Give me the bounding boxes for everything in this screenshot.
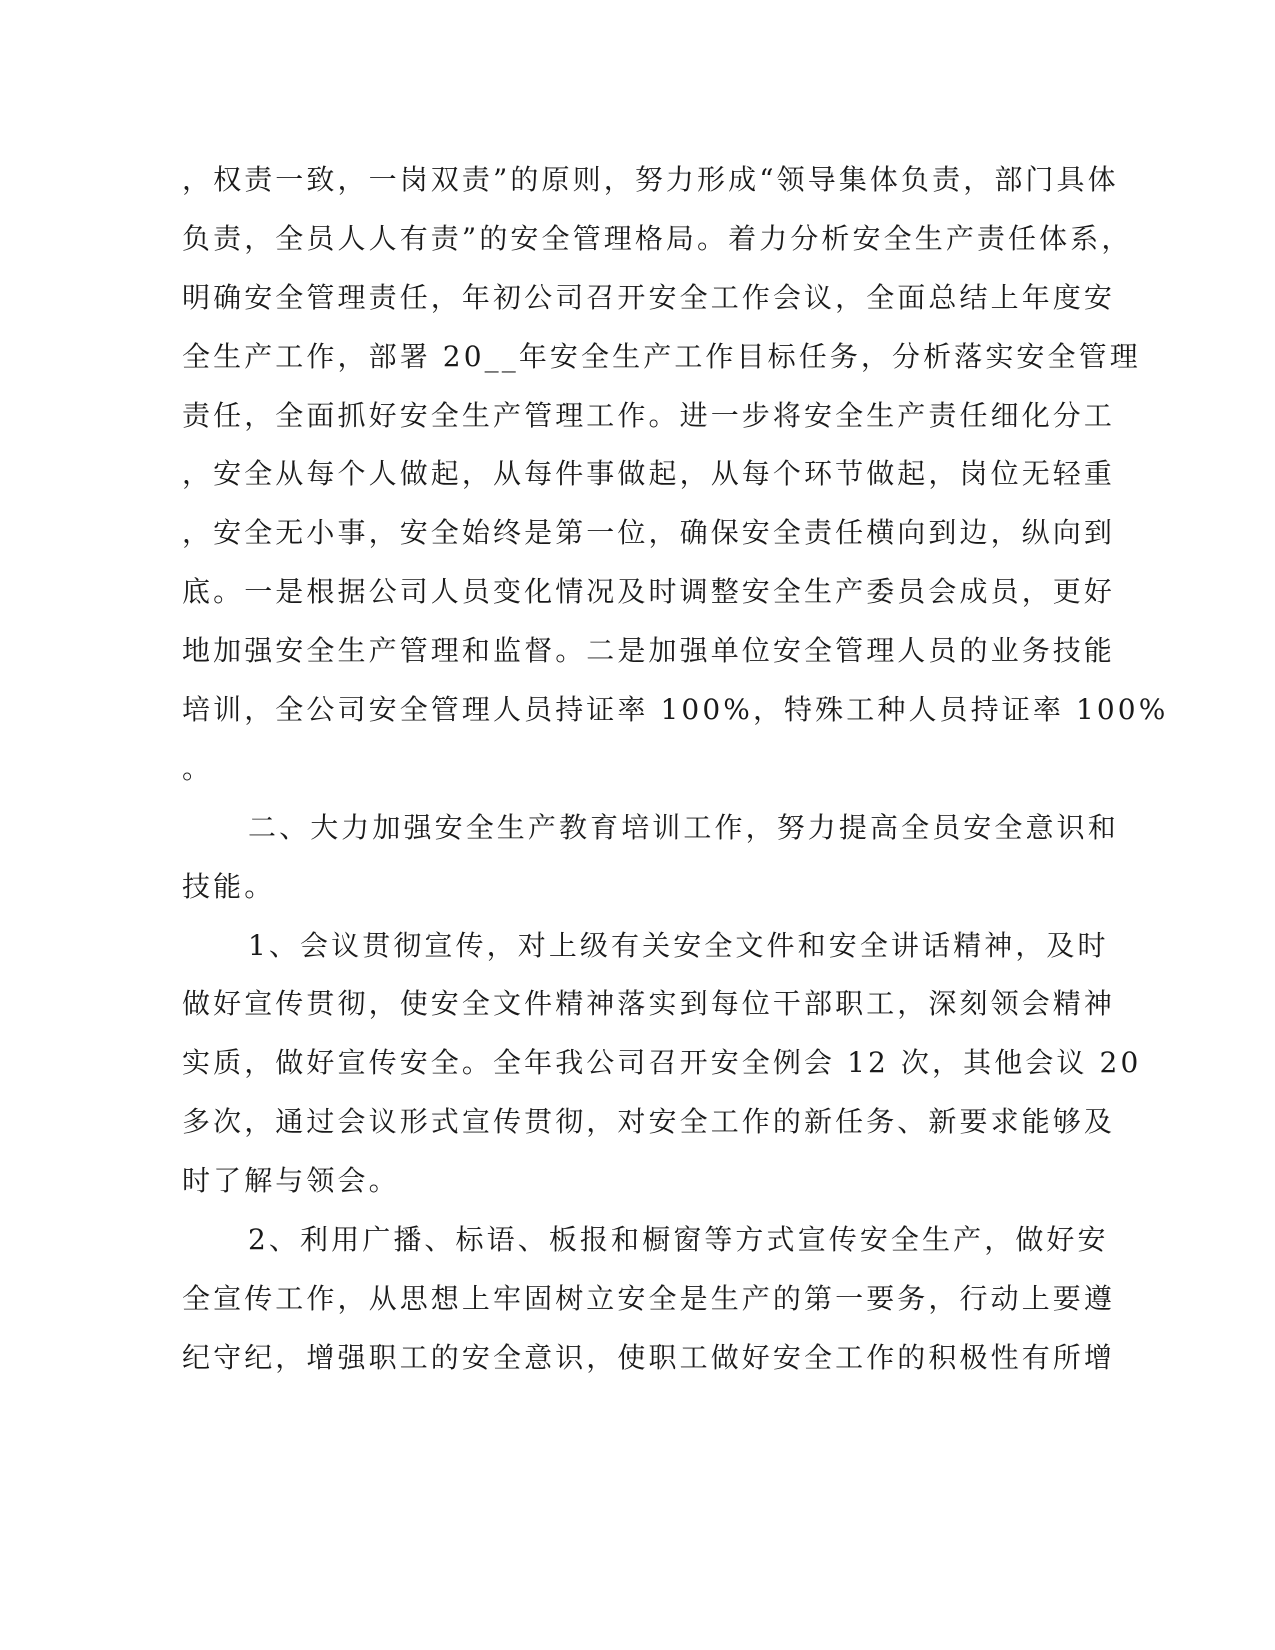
paragraph-start: 2、利用广播、标语、板报和橱窗等方式宣传安全生产，做好安 (248, 1223, 1109, 1256)
text-line: 技能。 (182, 870, 276, 903)
text-line: 做好宣传贯彻，使安全文件精神落实到每位干部职工，深刻领会精神 (182, 987, 1116, 1020)
section-heading: 二、大力加强安全生产教育培训工作，努力提高全员安全意识和 (248, 811, 1119, 844)
text-line: 全宣传工作，从思想上牢固树立安全是生产的第一要务，行动上要遵 (182, 1282, 1116, 1315)
text-line: 负责，全员人人有责”的安全管理格局。着力分析安全生产责任体系， (182, 222, 1133, 255)
text-line: ，权责一致，一岗双责”的原则，努力形成“领导集体负责，部门具体 (182, 163, 1119, 196)
text-line: 时了解与领会。 (182, 1164, 400, 1197)
text-line: 多次，通过会议形式宣传贯彻，对安全工作的新任务、新要求能够及 (182, 1105, 1116, 1138)
text-line: 实质，做好宣传安全。全年我公司召开安全例会 12 次，其他会议 20 (182, 1046, 1142, 1079)
text-line: 地加强安全生产管理和监督。二是加强单位安全管理人员的业务技能 (182, 634, 1116, 667)
text-line: 全生产工作，部署 20__年安全生产工作目标任务，分析落实安全管理 (182, 340, 1141, 373)
text-line: 。 (182, 752, 214, 785)
text-line: 责任，全面抓好安全生产管理工作。进一步将安全生产责任细化分工 (182, 399, 1116, 432)
text-line: 明确安全管理责任，年初公司召开安全工作会议，全面总结上年度安 (182, 281, 1116, 314)
text-line: 底。一是根据公司人员变化情况及时调整安全生产委员会成员，更好 (182, 575, 1116, 608)
text-line: ，安全从每个人做起，从每件事做起，从每个环节做起，岗位无轻重 (182, 457, 1116, 490)
paragraph-start: 1、会议贯彻宣传，对上级有关安全文件和安全讲话精神，及时 (248, 929, 1109, 962)
text-line: 纪守纪，增强职工的安全意识，使职工做好安全工作的积极性有所增 (182, 1341, 1116, 1374)
text-line: 培训，全公司安全管理人员持证率 100%，特殊工种人员持证率 100% (182, 693, 1169, 726)
text-line: ，安全无小事，安全始终是第一位，确保安全责任横向到边，纵向到 (182, 516, 1116, 549)
